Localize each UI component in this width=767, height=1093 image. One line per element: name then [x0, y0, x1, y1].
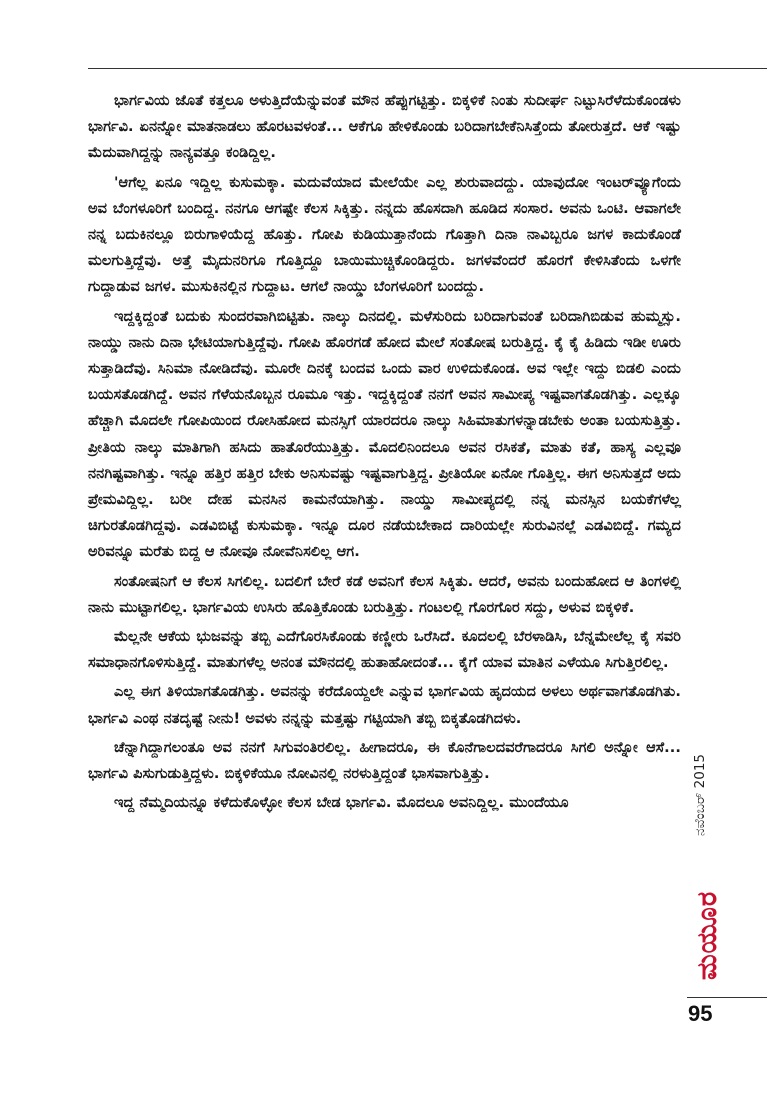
paragraph: 'ಆಗೆಲ್ಲ ಏನೂ ಇದ್ದಿಲ್ಲ ಕುಸುಮಕ್ಕಾ. ಮದುವೆಯಾದ ಮೇಲೆಯೇ ಎಲ್ಲ ಶುರುವಾದದ್ದು. ಯಾವುದೋ ಇಂಟರ್‌ವ್ಯೂಗೆಂದು ಅವ ಬೆಂಗಳೂರಿಗೆ ಬಂದಿದ್ದ. ನನಗೂ ಆಗಷ್ಟೇ ಕೆಲಸ ಸಿಕ್ಕಿತ್ತು. ನನ್ನದು ಹೊಸದಾಗಿ ಹೂಡಿದ ಸಂಸಾರ. ಅವನು ಒಂಟಿ. ಆವಾಗಲೇ ನನ್ನ ಬದುಕಿನಲ್ಲೂ ಬಿರುಗಾಳಿಯೆದ್ದ ಹೊತ್ತು. ಗೋಪಿ ಕುಡಿಯುತ್ತಾನೆಂದು ಗೊತ್ತಾಗಿ ದಿನಾ ನಾವಿಬ್ಬರೂ ಜಗಳ ಕಾದುಕೊಂಡೆ ಮಲಗುತ್ತಿದ್ದೆವು. ಅತ್ತೆ ಮೈದುನರಿಗೂ ಗೊತ್ತಿದ್ದೂ ಬಾಯಿಮುಚ್ಚಿಕೊಂಡಿದ್ದರು. ಜಗಳವೆಂದರೆ ಹೊರಗೆ ಕೇಳಿಸಿತೆಂದು ಒಳಗೇ ಗುದ್ದಾಡುವ ಜಗಳ. ಮುಸುಕಿನಲ್ಲಿನ ಗುದ್ದಾಟ. ಆಗಲೆ ನಾಯ್ಡು ಬೆಂಗಳೂರಿಗೆ ಬಂದದ್ದು.: [88, 174, 681, 296]
page-sidebar: [690, 740, 723, 980]
paragraph: ಮೆಲ್ಲನೇ ಆಕೆಯ ಭುಜವನ್ನು ತಬ್ಬಿ ಎದೆಗೊರಸಿಕೊಂಡು ಕಣ್ಣೀರು ಒರೆಸಿದೆ. ಕೂದಲಲ್ಲಿ ಬೆರಳಾಡಿಸಿ, ಬೆನ್ನಮೇಲೆಲ್ಲ ಕೈ ಸವರಿ ಸಮಾಧಾನಗೊಳಿಸುತ್ತಿದ್ದೆ. ಮಾತುಗಳೆಲ್ಲ ಅನಂತ ಮೌನದಲ್ಲಿ ಹುತಾಹೋದಂತೆ... ಕೈಗೆ ಯಾವ ಮಾತಿನ ಎಳೆಯೂ ಸಿಗುತ್ತಿರಲಿಲ್ಲ.: [88, 629, 681, 672]
paragraph: ಇದ್ದಕ್ಕಿದ್ದಂತೆ ಬದುಕು ಸುಂದರವಾಗಿಬಿಟ್ಟಿತು. ನಾಲ್ಕು ದಿನದಲ್ಲಿ. ಮಳೆಸುರಿದು ಬರಿದಾಗುವಂತೆ ಬರಿದಾಗಿಬಿಡುವ ಹುಮ್ಮಸ್ಸು. ನಾಯ್ಡು ನಾನು ದಿನಾ ಭೇಟಿಯಾಗುತ್ತಿದ್ದೆವು. ಗೋಪಿ ಹೊರಗಡೆ ಹೋದ ಮೇಲೆ ಸಂತೋಷ ಬರುತ್ತಿದ್ದ. ಕೈ ಕೈ ಹಿಡಿದು ಇಡೀ ಊರು ಸುತ್ತಾಡಿದೆವು. ಸಿನಿಮಾ ನೋಡಿದೆವು. ಮೂರೇ ದಿನಕ್ಕೆ ಬಂದವ ಒಂದು ವಾರ ಉಳಿದುಕೊಂಡ. ಅವ ಇಲ್ಲೇ ಇದ್ದು ಬಿಡಲಿ ಎಂದು ಬಯಸತೊಡಗಿದ್ದೆ. ಅವನ ಗೆಳೆಯನೊಬ್ಬನ ರೂಮೂ ಇತ್ತು. ಇದ್ದಕ್ಕಿದ್ದಂತೆ ನನಗೆ ಅವನ ಸಾಮೀಪ್ಯ ಇಷ್ಟವಾಗತೊಡಗಿತ್ತು. ಎಲ್ಲಕ್ಕೂ ಹೆಚ್ಚಾಗಿ ಮೊದಲೇ ಗೋಪಿಯಿಂದ ರೋಸಿಹೋದ ಮನಸ್ಸಿಗೆ ಯಾರದರೂ ನಾಲ್ಕು ಸಿಹಿಮಾತುಗಳನ್ನಾಡಬೇಕು ಅಂತಾ ಬಯಸುತ್ತಿತ್ತು. ಪ್ರೀತಿಯ ನಾಲ್ಕು ಮಾತಿಗಾಗಿ ಹಸಿದು ಹಾತೊರೆಯುತ್ತಿತ್ತು. ಮೊದಲಿನಿಂದಲೂ ಅವನ ರಸಿಕತೆ, ಮಾತು ಕತೆ, ಹಾಸ್ಯ ಎಲ್ಲವೂ ನನಗಿಷ್ಟವಾಗಿತ್ತು. ಇನ್ನೂ ಹತ್ತಿರ ಹತ್ತಿರ ಬೇಕು ಅನಿಸುವಷ್ಟು ಇಷ್ಟವಾಗುತ್ತಿದ್ದ. ಪ್ರೀತಿಯೋ ಏನೋ ಗೊತ್ತಿಲ್ಲ. ಈಗ ಅನಿಸುತ್ತದೆ ಅದು ಪ್ರೇಮವಿದ್ದಿಲ್ಲ. ಬರೀ ದೇಹ ಮನಸಿನ ಕಾಮನೆಯಾಗಿತ್ತು. ನಾಯ್ಡು ಸಾಮೀಪ್ಯದಲ್ಲಿ ನನ್ನ ಮನಸ್ಸಿನ ಬಯಕೆಗಳೆಲ್ಲ ಚಿಗುರತೊಡಗಿದ್ದವು. ಎಡವಿಬಿಟ್ಟೆ ಕುಸುಮಕ್ಕಾ. ಇನ್ನೂ ದೂರ ನಡೆಯಬೇಕಾದ ದಾರಿಯಲ್ಲೇ ಸುರುವಿನಲ್ಲೆ ಎಡವಿಬಿದ್ದೆ. ಗಮ್ಯದ ಅರಿವನ್ನೂ ಮರೆತು ಬಿದ್ದ ಆ ನೋವೂ ನೋವೆನಿಸಲಿಲ್ಲ ಆಗ.: [88, 308, 681, 561]
paragraph: ಎಲ್ಲ ಈಗ ತಿಳಿಯಾಗತೊಡಗಿತ್ತು. ಅವನನ್ನು ಕರೆದೊಯ್ದಲೇ ಎನ್ನುವ ಭಾರ್ಗವಿಯ ಹೃದಯದ ಅಳಲು ಅರ್ಥವಾಗತೊಡಗಿತು. ಭಾರ್ಗವಿ ಎಂಥ ನತದೃಷ್ಟೆ ನೀನು! ಅವಳು ನನ್ನನ್ನು ಮತ್ತಷ್ಟು ಗಟ್ಟಿಯಾಗಿ ತಬ್ಬಿ ಬಿಕ್ಕತೊಡಗಿದಳು.: [88, 684, 681, 727]
issue-date: ನವೆಂಬರ್ 2015: [692, 754, 708, 836]
paragraph: ಭಾರ್ಗವಿಯ ಜೊತೆ ಕತ್ತಲೂ ಅಳುತ್ತಿದೆಯೆನ್ನುವಂತೆ ಮೌನ ಹೆಪ್ಪುಗಟ್ಟಿತ್ತು. ಬಿಕ್ಕಳಿಕೆ ನಿಂತು ಸುದೀರ್ಘ ನಿಟ್ಟುಸಿರೆಳೆದುಕೊಂಡಳು ಭಾರ್ಗವಿ. ಏನನ್ನೋ ಮಾತನಾಡಲು ಹೊರಟವಳಂತೆ... ಆಕೆಗೂ ಹೇಳಿಕೊಂಡು ಬರಿದಾಗಬೇಕೆನಿಸಿತ್ತೆಂದು ತೋರುತ್ತದೆ. ಆಕೆ ಇಷ್ಟು ಮೆದುವಾಗಿದ್ದನ್ನು ನಾನ್ಯವತ್ತೂ ಕಂಡಿದ್ದಿಲ್ಲ.: [88, 93, 681, 162]
top-divider: [88, 68, 767, 69]
magazine-logo: ಮಯೂರ: [692, 890, 723, 980]
paragraph: ಚೆನ್ನಾಗಿದ್ದಾಗಲಂತೂ ಅವ ನನಗೆ ಸಿಗುವಂತಿರಲಿಲ್ಲ. ಹೀಗಾದರೂ, ಈ ಕೊನೆಗಾಲದವರೆಗಾದರೂ ಸಿಗಲಿ ಅನ್ನೋ ಆಸೆ... ಭಾರ್ಗವಿ ಪಿಸುಗುಡುತ್ತಿದ್ದಳು. ಬಿಕ್ಕಳಿಕೆಯೂ ನೋವಿನಲ್ಲಿ ನರಳುತ್ತಿದ್ದಂತೆ ಭಾಸವಾಗುತ್ತಿತ್ತು.: [88, 739, 681, 783]
article-body: [88, 88, 681, 819]
paragraph: ಸಂತೋಷನಿಗೆ ಆ ಕೆಲಸ ಸಿಗಲಿಲ್ಲ. ಬದಲಿಗೆ ಬೇರೆ ಕಡೆ ಅವನಿಗೆ ಕೆಲಸ ಸಿಕ್ಕಿತು. ಆದರೆ, ಅವನು ಬಂದುಹೋದ ಆ ತಿಂಗಳಲ್ಲಿ ನಾನು ಮುಟ್ಟಾಗಲಿಲ್ಲ. ಭಾರ್ಗವಿಯ ಉಸಿರು ಹೊತ್ತಿಕೊಂಡು ಬರುತ್ತಿತ್ತು. ಗಂಟಲಲ್ಲಿ ಗೊರಗೊರ ಸದ್ದು, ಅಳುವ ಬಿಕ್ಕಳಿಕೆ.: [88, 573, 681, 616]
page-number: 95: [688, 1001, 713, 1026]
footer-divider: [687, 997, 767, 998]
paragraph: ಇದ್ದ ನೆಮ್ಮದಿಯನ್ನೂ ಕಳೆದುಕೊಳ್ಳೋ ಕೆಲಸ ಬೇಡ ಭಾರ್ಗವಿ. ಮೊದಲೂ ಅವನಿದ್ದಿಲ್ಲ. ಮುಂದೆಯೂ: [114, 795, 569, 812]
